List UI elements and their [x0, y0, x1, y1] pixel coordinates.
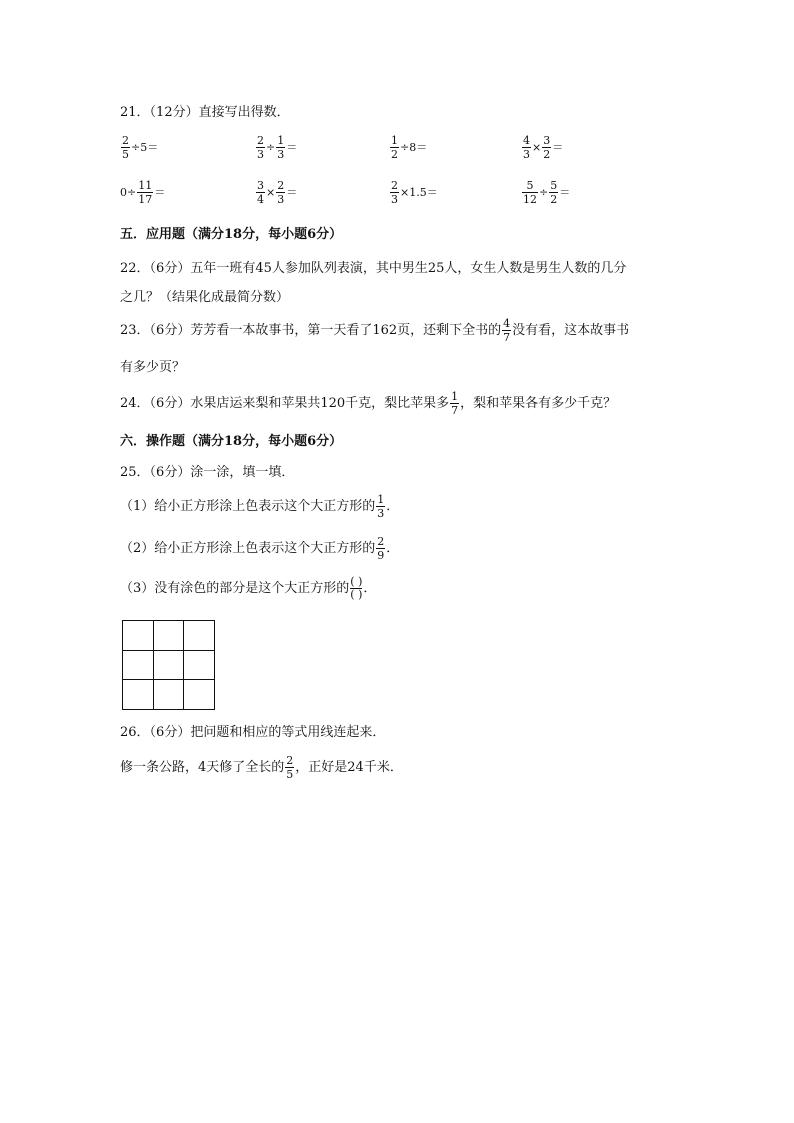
fraction: $\frac{3}{2}$: [543, 134, 551, 161]
fraction: $\frac{1}{3}$: [277, 134, 285, 161]
grid-cell[interactable]: [122, 650, 154, 681]
fraction: $\frac{5}{2}$: [550, 179, 558, 206]
q26-statement: [120, 755, 403, 780]
fraction-2-9: 2 9: [377, 535, 385, 562]
calc-item: $\frac{2}{3}$ ×1.5＝: [391, 179, 438, 206]
calc-item: $\frac{2}{3}$ ÷ $\frac{1}{3}$ ＝: [257, 134, 298, 161]
grid-cell[interactable]: [183, 650, 215, 681]
q25-part2: [120, 536, 399, 561]
q25-part3-end: ．: [363, 581, 377, 597]
q24-line: [120, 391, 616, 416]
grid-cell[interactable]: [153, 679, 185, 710]
section-6-heading: 六．操作题（满分18分，每小题6分）: [120, 434, 343, 449]
q21-title: 21．（12分）直接写出得数．: [120, 105, 290, 120]
q24-text-post: ，梨和苹果各有多少千克？: [460, 396, 617, 411]
fraction: $\frac{2}{3}$: [257, 134, 264, 161]
fraction-1-3: 1 3: [377, 493, 385, 520]
grid-cell[interactable]: [153, 650, 185, 681]
calc-item: $\frac{5}{12}$ ÷ $\frac{5}{2}$ ＝: [523, 179, 571, 206]
q22-line2: 之几？（结果化成最简分数）: [120, 290, 290, 305]
fraction: $\frac{2}{5}$: [122, 134, 129, 161]
fraction: $\frac{4}{3}$: [523, 134, 530, 161]
section-5-heading: 五．应用题（满分18分，每小题6分）: [120, 227, 343, 242]
grid-cell[interactable]: [183, 620, 215, 651]
fraction-2-5: 2 5: [286, 754, 294, 781]
grid-cell[interactable]: [122, 679, 154, 710]
q25-part2-end: ．: [386, 541, 400, 556]
q24-text: 24．（6分）水果店运来梨和苹果共120千克，梨比苹果多: [120, 396, 450, 411]
q26-text-post: ，正好是24千米．: [295, 760, 403, 775]
q25-part1-text: （1）给小正方形涂上色表示这个大正方形的: [120, 499, 376, 514]
q25-part1-end: ．: [386, 499, 400, 514]
fraction-4-7: 4 7: [503, 317, 511, 344]
q25-title: 25．（6分）涂一涂，填一填．: [120, 465, 295, 480]
q23-line2: 有多少页？: [120, 360, 186, 375]
q23-text-post: 没有看，这本故事书: [512, 323, 630, 338]
fraction: $\frac{5}{12}$: [523, 179, 537, 206]
calc-item: 0÷ $\frac{11}{17}$ ＝: [120, 179, 166, 206]
calc-item: $\frac{1}{2}$ ÷8＝: [391, 134, 428, 161]
q23-line1: [120, 318, 629, 343]
q26-title: 26．（6分）把问题和相应的等式用线连起来．: [120, 725, 386, 740]
q25-part3-text: （3）没有涂色的部分是这个大正方形的: [120, 581, 350, 597]
q26-text: 修一条公路，4天修了全长的: [120, 760, 285, 775]
fraction: $\frac{2}{3}$: [391, 179, 398, 206]
fraction: $\frac{11}{17}$: [138, 179, 153, 206]
q23-text: 23．（6分）芳芳看一本故事书，第一天看了162页，还剩下全书的: [120, 323, 502, 338]
calc-item: $\frac{4}{3}$ × $\frac{3}{2}$ ＝: [523, 134, 564, 161]
square-grid-3x3[interactable]: [122, 620, 215, 710]
fraction-1-7: 1 7: [451, 390, 459, 417]
fraction-blank[interactable]: ( ) ( ): [350, 575, 363, 602]
q25-part1: [120, 494, 399, 519]
q25-part3: [120, 576, 376, 601]
calc-item: $\frac{3}{4}$ × $\frac{2}{3}$ ＝: [257, 179, 298, 206]
fraction: $\frac{2}{3}$: [277, 179, 285, 206]
fraction: $\frac{1}{2}$: [391, 134, 398, 161]
grid-cell[interactable]: [153, 620, 185, 651]
grid-cell[interactable]: [183, 679, 215, 710]
calc-item: $\frac{2}{5}$ ÷5＝: [122, 134, 159, 161]
fraction: $\frac{3}{4}$: [257, 179, 264, 206]
q25-part2-text: （2）给小正方形涂上色表示这个大正方形的: [120, 541, 376, 556]
grid-cell[interactable]: [122, 620, 154, 651]
q22-line1: 22．（6分）五年一班有45人参加队列表演，其中男生25人，女生人数是男生人数的几分: [120, 261, 627, 276]
